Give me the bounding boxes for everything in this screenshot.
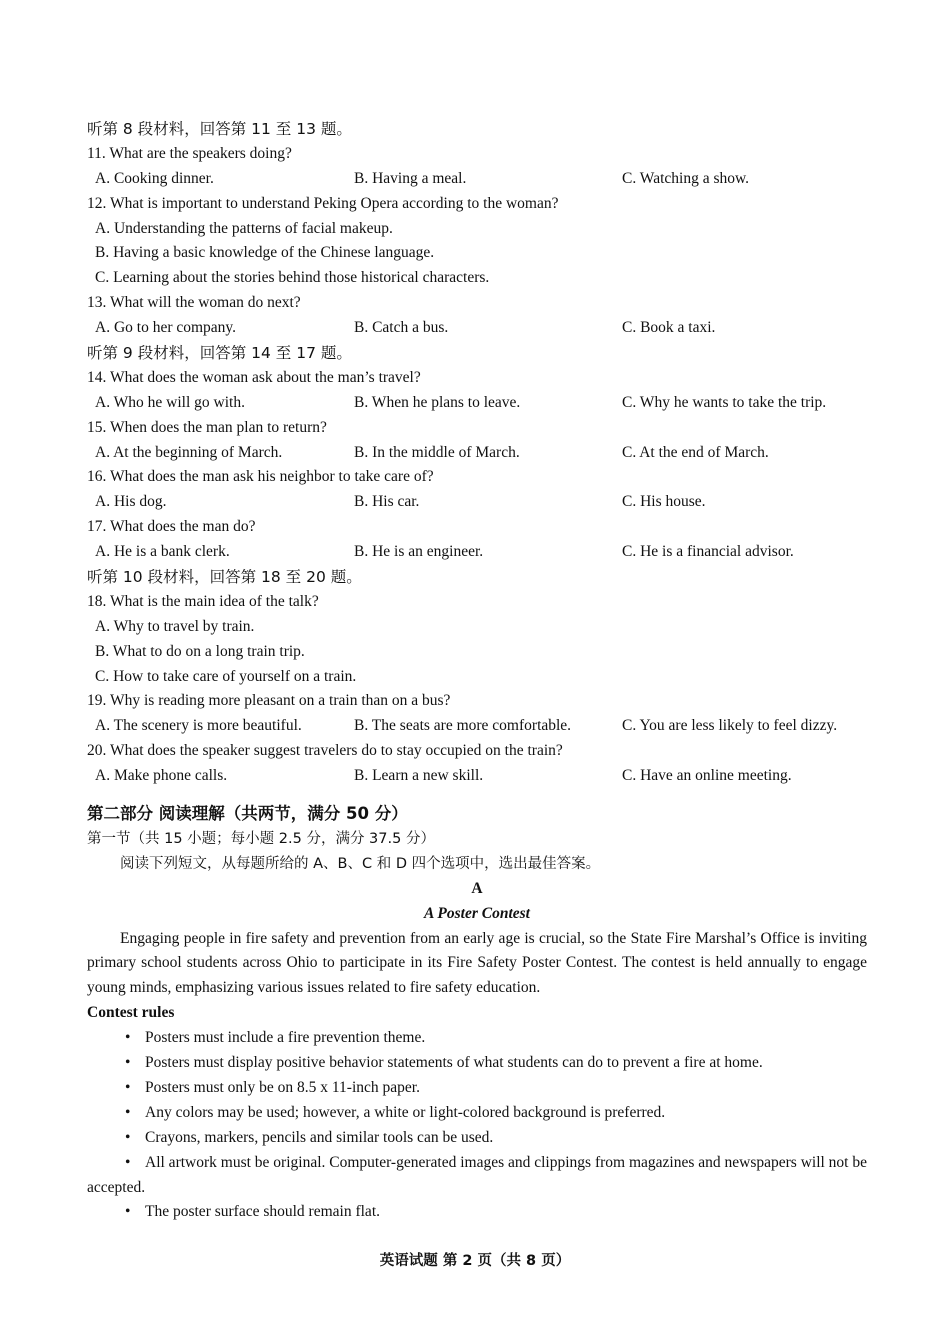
question-stem: 16. What does the man ask his neighbor to take care of? xyxy=(87,468,434,486)
option-row xyxy=(87,391,867,416)
rule-text: Posters must include a fire prevention theme. xyxy=(145,1029,426,1047)
bullet-icon: • xyxy=(125,1078,131,1096)
option-a: A. At the beginning of March. xyxy=(95,443,283,461)
section-title: 第一节（共 15 小题；每小题 2.5 分，满分 37.5 分） xyxy=(87,830,435,847)
question-stem: 12. What is important to understand Peking Opera according to the woman? xyxy=(87,194,559,212)
bullet-icon: • xyxy=(125,1153,131,1171)
rule-item xyxy=(87,1101,867,1126)
option-c: C. Book a taxi. xyxy=(622,319,716,337)
rule-text: The poster surface should remain flat. xyxy=(145,1203,380,1221)
rules-title: Contest rules xyxy=(87,1004,175,1022)
intro-paragraph xyxy=(87,927,867,1002)
option-b: B. Having a meal. xyxy=(354,169,467,187)
listening-section-header: 听第 9 段材料，回答第 14 至 17 题。 xyxy=(87,344,352,363)
rule-item xyxy=(87,1051,867,1076)
option-a: A. His dog. xyxy=(95,493,167,511)
bullet-icon: • xyxy=(125,1054,131,1072)
rule-text: Any colors may be used; however, a white or light-colored background is preferred. xyxy=(145,1103,666,1121)
question-stem: 14. What does the woman ask about the man’s travel? xyxy=(87,368,421,386)
option-c: C. Have an online meeting. xyxy=(622,767,792,785)
option-a: A. Understanding the patterns of facial makeup. xyxy=(95,219,393,237)
bullet-icon: • xyxy=(125,1103,131,1121)
part-title: 第二部分 阅读理解（共两节，满分 50 分） xyxy=(87,804,408,824)
question-stem: 20. What does the speaker suggest travelers do to stay occupied on the train? xyxy=(87,742,563,760)
option-b: B. His car. xyxy=(354,493,420,511)
option-b: B. Having a basic knowledge of the Chinese language. xyxy=(95,244,435,262)
option-b: B. Catch a bus. xyxy=(354,319,449,337)
option-row xyxy=(87,540,867,565)
question-stem: 13. What will the woman do next? xyxy=(87,294,301,312)
option-row xyxy=(87,490,867,515)
bullet-icon: • xyxy=(125,1203,131,1221)
rule-item xyxy=(87,1076,867,1101)
page-content xyxy=(87,117,867,1225)
option-row xyxy=(87,316,867,341)
rule-text: Posters must display positive behavior statements of what students can do to prevent a fire at home. xyxy=(145,1054,763,1072)
option-row xyxy=(87,764,867,789)
option-c: C. His house. xyxy=(622,493,706,511)
option-a: A. The scenery is more beautiful. xyxy=(95,717,302,735)
question-stem: 18. What is the main idea of the talk? xyxy=(87,592,319,610)
option-a: A. Go to her company. xyxy=(95,319,237,337)
rule-item xyxy=(87,1026,867,1051)
option-a: A. He is a bank clerk. xyxy=(95,543,230,561)
option-c: C. Watching a show. xyxy=(622,169,750,187)
option-a: A. Make phone calls. xyxy=(95,767,228,785)
rule-item xyxy=(87,1151,867,1201)
option-b: B. He is an engineer. xyxy=(354,543,484,561)
option-b: B. When he plans to leave. xyxy=(354,393,521,411)
option-a: A. Cooking dinner. xyxy=(95,169,214,187)
option-row xyxy=(87,441,867,466)
listening-section-header: 听第 8 段材料，回答第 11 至 13 题。 xyxy=(87,120,352,138)
option-a: A. Who he will go with. xyxy=(95,393,245,411)
question-stem: 17. What does the man do? xyxy=(87,518,256,536)
option-b: B. What to do on a long train trip. xyxy=(95,642,305,660)
question-stem: 19. Why is reading more pleasant on a train than on a bus? xyxy=(87,692,451,710)
rule-text: Crayons, markers, pencils and similar tools can be used. xyxy=(145,1128,494,1146)
option-c: C. Why he wants to take the trip. xyxy=(622,393,827,411)
option-b: B. The seats are more comfortable. xyxy=(354,717,572,735)
rule-text: All artwork must be original. Computer-generated images and clippings from magazines and newspapers will not be accepted. xyxy=(87,1153,867,1196)
option-row xyxy=(87,714,867,739)
passage-title: A Poster Contest xyxy=(424,904,530,922)
rule-item xyxy=(87,1126,867,1151)
page-footer: 英语试题 第 2 页（共 8 页） xyxy=(379,1253,571,1269)
rule-item xyxy=(87,1200,867,1225)
listening-section-header: 听第 10 段材料，回答第 18 至 20 题。 xyxy=(87,568,362,587)
bullet-icon: • xyxy=(125,1128,131,1146)
option-a: A. Why to travel by train. xyxy=(95,617,255,635)
passage-letter: A xyxy=(471,879,483,897)
option-b: B. Learn a new skill. xyxy=(354,767,484,785)
rule-text: Posters must only be on 8.5 x 11-inch paper. xyxy=(145,1078,420,1096)
question-stem: 11. What are the speakers doing? xyxy=(87,144,292,162)
option-row xyxy=(87,167,867,192)
intro-paragraph-text: Engaging people in fire safety and prevention from an early age is crucial, so the State Fire Marshal’s Office is inviting primary school students across Ohio to participate in its Fire Safety Poster Contest. The contest is held annually to engage young minds, emphasizing various issues related to fire safety education. xyxy=(87,929,867,997)
option-c: C. Learning about the stories behind those historical characters. xyxy=(95,269,490,287)
option-c: C. He is a financial advisor. xyxy=(622,543,794,561)
option-c: C. You are less likely to feel dizzy. xyxy=(622,717,838,735)
option-c: C. At the end of March. xyxy=(622,443,769,461)
option-c: C. How to take care of yourself on a train. xyxy=(95,667,357,685)
option-b: B. In the middle of March. xyxy=(354,443,520,461)
question-stem: 15. When does the man plan to return? xyxy=(87,418,327,436)
instruction-text: 阅读下列短文，从每题所给的 A、B、C 和 D 四个选项中，选出最佳答案。 xyxy=(120,855,601,872)
bullet-icon: • xyxy=(125,1029,131,1047)
